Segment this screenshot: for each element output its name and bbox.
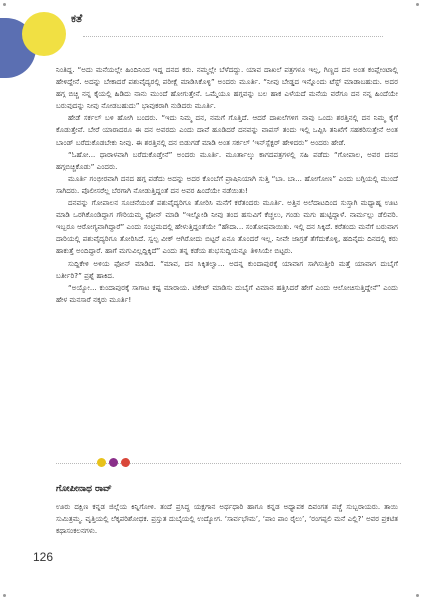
paragraph: “ಅಯ್ಯೋ... ಕುಂದಾಪುರಕ್ಕೆ ಸಾಗಾಟ ಕಷ್ಟ ಮಾರಾಯ. ಟಿಕೇಟ್ ಮಾಡಿಸು ದುಬೈಗೆ ವಿಮಾನ ಹತ್ತಿಸಿದರೆ ಹೇಗೆ ಎಂದು ಆಲೋಚಿಸುತ್ತಿದ್ದೇನೆ” ಎಂದು ಹೇಳ ಮನಸಾರೆ ನಕ್ಕರು ಮೂರ್ತಿ!: [56, 282, 398, 304]
paragraph: “ಓಹೋ... ಧಾರಾಳವಾಗಿ ಬರೆದುಕೊಡ್ತೇನೆ” ಅಂದರು ಮೂರ್ತಿ. ಮೂರ್ತಾಲ್ಕು ಕಾಗದಪತ್ರಗಳಲ್ಲಿ ಸಹಿ ಪಡೆದು “ಗೋಪಾಲ, ಅವರ ದನದ ಹಗ್ಗಬಿಚ್ಚಿಕೊಡು” ಎಂದರು.: [56, 149, 398, 171]
divider-dot-red: [121, 458, 130, 467]
paragraph: ಹೇಡೆ ಸರ್ಕಲ್ ಬಳಿ ಹೋಗಿ ಬಂದರು. “ಇದು ನಿಮ್ಮ ದನ, ನಮಗೆ ಗೊತ್ತಿದೆ. ಆದರೆ ದಾಖಲೆಗಳಿಗ ನಾವು ಒಂದು ಶರತ್ತಿನಲ್ಲಿ ದನ ನಿಮ್ಮ ಕೈಗೆ ಕೊಡುತ್ತೇವೆ. ಬೇರೆ ಯಾರಾದರೂ ಈ ದನ ಅವರದು ಎಂದು ದಾವೆ ಹೂಡಿದರೆ ದನವನ್ನು ವಾಪಸ್ ತಂದು ಇಲ್ಲಿ ಒಪ್ಪಿಸಿ ತನಿಖೆಗೆ ಸಹಕರಿಸುತ್ತೇನೆ ಅಂತ ಬಾಂಡ್ ಬರೆದುಕೊಡಬೇಕು ನೀವು. ಈ ಶರತ್ತಿನಲ್ಲಿ ದನ ಬಿಡುಗಡೆ ಮಾಡಿ ಅಂತ ಸರ್ಕಲ್ ‘ಇನ್‌ಸ್ಪೆಕ್ಟರ್ ಹೇಳಿದರು” ಅಂದರು ಹೇಡೆ.: [56, 113, 398, 147]
paragraph: ದನವನ್ನು ಗೋಪಾಲನ ಸೂಚನೆಯಂತೆ ಪಶುವೈದ್ಯರಿಗೂ ತೋರಿಸಿ ಮನೆಗೆ ಕರೆತಂದರು ಮೂರ್ತಿ. ಅತ್ತಿನ ಅಲೆದಾಟದಿಂದ ಸುಸ್ತಾಗಿ ಮಧ್ಯಾಹ್ನ ಊಟ ಮಾಡಿ ಒರಗಿಕೊಂಡಿದ್ದಾಗ ಗೌರಿಯಮ್ಮ ಫೋನ್ ಮಾಡಿ “ಇಲ್ನೋಡಿ ನೀವು ತಂದ ಹಸುವಿಗೆ ಕೆಚ್ಚಲು, ಗಂಡು ಮಗು ಹುಟ್ಟಿದ್ದಾಳೆ. ನಾರ್ಮಲ್ಲು ಡೆಲಿವರಿ. ಇಬ್ಬರೂ ಆರೋಗ್ಯವಾಗಿದ್ದಾರೆ” ಎಂದು ಸಂಭ್ರಮದಲ್ಲಿ ಹೇಳುತ್ತಿದ್ದಂತೆಯೇ “ಹೌದಾ... ಸಂತೋಷವಾಯಿತು. ಇಲ್ಲಿ ದನ ಸಿಕ್ಕಿದೆ. ಕರೆತಂದು ಮನೆಗೆ ಬರುವಾಗ ದಾರಿಯಲ್ಲಿ ಪಶುವೈದ್ಯರಿಗೂ ತೋರಿಸಿದೆ. ಸ್ವಲ್ಪ ವೀಕ್ ಆಗಿರೋದು ಬಿಟ್ಟರೆ ಏನೂ ತೊಂದರೆ ಇಲ್ಲ. ನೀವೇ ಜಾಗ್ರತೆ ತೆಗೆದುಕೊಳ್ಳಿ, ಹದಿನೈದು ದಿನದಲ್ಲಿ ಕರು ಹಾಕುತ್ತೆ ಅಂದಿದ್ದಾರೆ. ಹಾಗೆ ಮಗುವಿಲ್ಲದ್ದಿಕ್ಕಿದೆ” ಎಂದು ತನ್ನ ಕಡೆಯ ಶುಭಸುದ್ದಿಯನ್ನೂ ತಿಳಿಸಿಯೇ ಬಿಟ್ಟರು.: [56, 198, 398, 256]
header-divider: [83, 36, 383, 37]
section-divider: [56, 458, 401, 468]
author-name: ಗೋಪೀನಾಥ ರಾವ್: [56, 484, 112, 494]
paragraph: ನಿಂತಿದ್ದ. “ಅದು ಮನೆಯಲ್ಲೇ ಹಿಂದಿನಿಂದ ಇದ್ದ ದನದ ಕರು. ನಮ್ಮಲ್ಲೇ ಬೆಳೆದದ್ದು. ಯಾವ ದಾಖಲೆ ಪತ್ರಗಳೂ ಇಲ್ಲ, ಗಿಣ್ಣದ ದನ ಅಂತ ಕಂಪ್ಲೇಂಟಾಲ್ಲಿ ಹೇಳಿದ್ದೇನೆ. ಅದನ್ನು ಬೇಕಾದರೆ ಪಶುವೈದ್ಯರಲ್ಲಿ ಪರೀಕ್ಷೆ ಮಾಡಿಸಿಕೊಳ್ಳಿ” ಅಂದರು ಮೂರ್ತಿ. “ನೀವು ಬೇಡ್ಡದ ಇನ್ನೊಂದು ಟೆಸ್ಟ್ ಮಾಡಾಬಹುದು. ಅದರ ಹಗ್ಗ ಬಿಚ್ಚಿ ನನ್ನ ಕೈಯಲ್ಲಿ ಹಿಡಿದು ನಾನು ಮುಂದೆ ಹೋಗುತ್ತೇನೆ. ಒಮ್ಮೆಯೂ ಹಗ್ಗವನ್ನು ಬಲ ಹಾಕ ಎಳೆಯದೆ ಮನೆಯ ವರೆಗೂ ದನ ನನ್ನ ಹಿಂದೆಯೇ ಬರುವುದನ್ನು ನೀವು ನೋಡಬಹುದು” ಭಾವುಕರಾಗಿ ನುಡಿದರು ಮೂರ್ತಿ.: [56, 65, 398, 111]
corner-mark: [3, 3, 6, 6]
corner-mark: [416, 3, 419, 6]
paragraph: ಮೂರ್ತಿ ಗಂಭೀರವಾಗಿ ದನದ ಹಗ್ಗ ಪಡೆದು ಅದನ್ನು ಅದರ ಕೊಂಬೆಗೆ ಪ್ರಾಷಿನಿಯಾಗಿ ಸುತ್ತಿ “ಬಾ. ಬಾ... ಹೋಗೋಣ” ಎಂದು ಬಗ್ಗಿಯಲ್ಲಿ ಮುಂದೆ ಸಾಗಿದರು. ಪೊಲೀಸರೆಲ್ಲ ಬೆರಗಾಗಿ ನೋಡುತ್ತಿದ್ದಂತೆ ದನ ಅವರ ಹಿಂದೆಯೇ ನಡೆಯಿತು!: [56, 173, 398, 195]
divider-line: [56, 463, 401, 464]
author-bio: ಊರು ದಕ್ಷಿಣ ಕನ್ನಡ ಜಿಲ್ಲೆಯ ಕಿನ್ನಿಗೋಳಿ. ತಂದೆ ಪ್ರಸಿದ್ಧ ಯಕ್ಷಗಾನ ಅರ್ಥಧಾರಿ ಹಾಗೂ ಕನ್ನಡ ಅಧ್ಯಾಪಕ ದಿವಂಗತ ಪಚ್ಚೆ ಸುಬ್ಬರಾಯರು. ತಾಯಿ ಸುಮಿತ್ರಮ್ಮ. ವೃತ್ತಿಯಲ್ಲಿ ಲೆಕ್ಕಪರಿಶೋಧಕ. ಪ್ರಸ್ತುತ ದುಬೈಯಲ್ಲಿ ಉದ್ಯೋಗ. ‘ಸಾರ್ವಭೌಮ’, ‘ಪಾಂ ಪಾಂ ರೈಲು’, ‘ರಂಗಪ್ಪಲಿ ಮನೆ ಎಲ್ಲಿ?’ ಅವರ ಪ್ರಕಟಿತ ಕಥಾಸಂಕಲನಗಳು.: [56, 502, 398, 535]
corner-mark: [3, 594, 6, 597]
divider-dot-purple: [109, 458, 118, 467]
divider-dot-yellow: [97, 458, 106, 467]
decorative-yellow-circle: [22, 12, 66, 56]
story-body: [56, 64, 398, 306]
corner-mark: [416, 594, 419, 597]
page-number: 126: [33, 550, 54, 564]
section-title: ಕತೆ: [71, 12, 83, 25]
paragraph: ಸುದ್ದಿಕೇಳಿ ಅಳಿಯ ಫೋನ್ ಮಾಡಿದ. “ಮಾವ, ದನ ಸಿಕ್ಕಿತಲ್ವಾ... ಅದನ್ನ ಕುಂದಾಪುರಕ್ಕೆ ಯಾವಾಗ ಸಾಗಿಸುತ್ತೀರಿ ಮತ್ತೆ ಯಾವಾಗ ದುಬೈಗೆ ಬರ್ತೀರಿ?” ಪ್ರಶ್ನೆ ಹಾಕಿದ.: [56, 258, 398, 280]
